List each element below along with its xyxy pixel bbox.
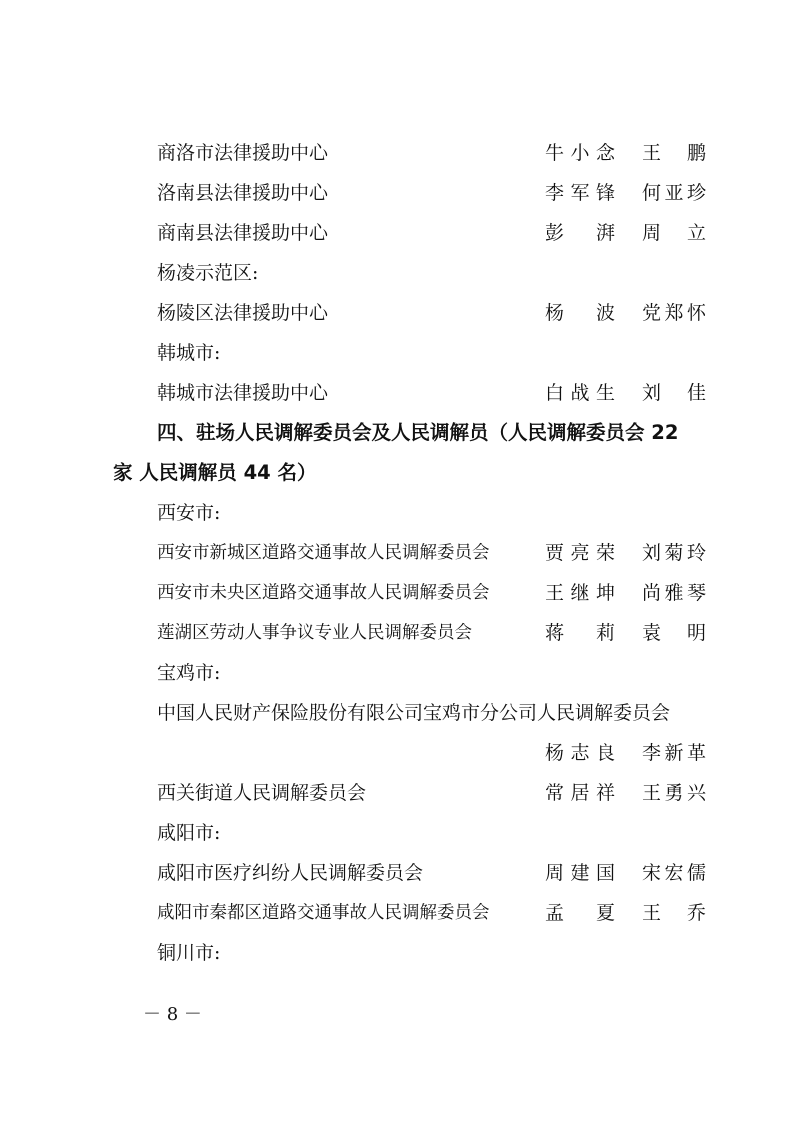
region-heading: 咸阳市: — [157, 822, 221, 844]
org-name: 西关街道人民调解委员会 — [157, 782, 367, 804]
region-heading: 西安市: — [157, 502, 221, 524]
person-name: 宋宏儒 — [642, 862, 706, 884]
person-name: 杨 波 — [545, 302, 615, 324]
person-name: 王 鹏 — [642, 142, 706, 164]
org-name: 洛南县法律援助中心 — [157, 182, 329, 204]
page-number: － 8 － — [143, 1004, 202, 1025]
org-name: 中国人民财产保险股份有限公司宝鸡市分公司人民调解委员会 — [157, 702, 671, 724]
person-name: 刘 佳 — [642, 382, 706, 404]
person-name: 袁 明 — [642, 622, 706, 644]
org-name: 咸阳市秦都区道路交通事故人民调解委员会 — [157, 903, 490, 923]
person-name: 孟 夏 — [545, 902, 615, 924]
person-name: 蒋 莉 — [545, 622, 615, 644]
org-name: 咸阳市医疗纠纷人民调解委员会 — [157, 862, 424, 884]
person-name: 刘菊玲 — [642, 542, 706, 564]
person-name: 王继坤 — [545, 582, 615, 604]
person-name: 常居祥 — [545, 782, 615, 804]
person-name: 杨志良 — [545, 742, 615, 764]
org-name: 莲湖区劳动人事争议专业人民调解委员会 — [157, 623, 472, 643]
org-name: 杨陵区法律援助中心 — [157, 302, 329, 324]
section-heading-continued: 家 人民调解员 44 名） — [113, 461, 317, 484]
region-heading: 铜川市: — [157, 942, 221, 964]
region-heading: 韩城市: — [157, 342, 221, 364]
person-name: 彭 湃 — [545, 222, 615, 244]
person-name: 周建国 — [545, 862, 615, 884]
person-name: 周 立 — [642, 222, 706, 244]
person-name: 李新革 — [642, 742, 706, 764]
person-name: 白战生 — [545, 382, 615, 404]
org-name: 商南县法律援助中心 — [157, 222, 329, 244]
person-name: 王勇兴 — [642, 782, 706, 804]
person-name: 党郑怀 — [642, 302, 706, 324]
org-name: 商洛市法律援助中心 — [157, 142, 329, 164]
region-heading: 宝鸡市: — [157, 662, 221, 684]
org-name: 西安市未央区道路交通事故人民调解委员会 — [157, 583, 490, 603]
person-name: 何亚珍 — [642, 182, 706, 204]
person-name: 贾亮荣 — [545, 542, 615, 564]
section-heading: 四、驻场人民调解委员会及人民调解员（人民调解委员会 22 — [157, 421, 679, 444]
org-name: 西安市新城区道路交通事故人民调解委员会 — [157, 543, 490, 563]
person-name: 牛小念 — [545, 142, 615, 164]
person-name: 王 乔 — [642, 902, 706, 924]
org-name: 韩城市法律援助中心 — [157, 382, 329, 404]
region-heading: 杨凌示范区: — [157, 262, 259, 284]
person-name: 尚雅琴 — [642, 582, 706, 604]
person-name: 李军锋 — [545, 182, 615, 204]
